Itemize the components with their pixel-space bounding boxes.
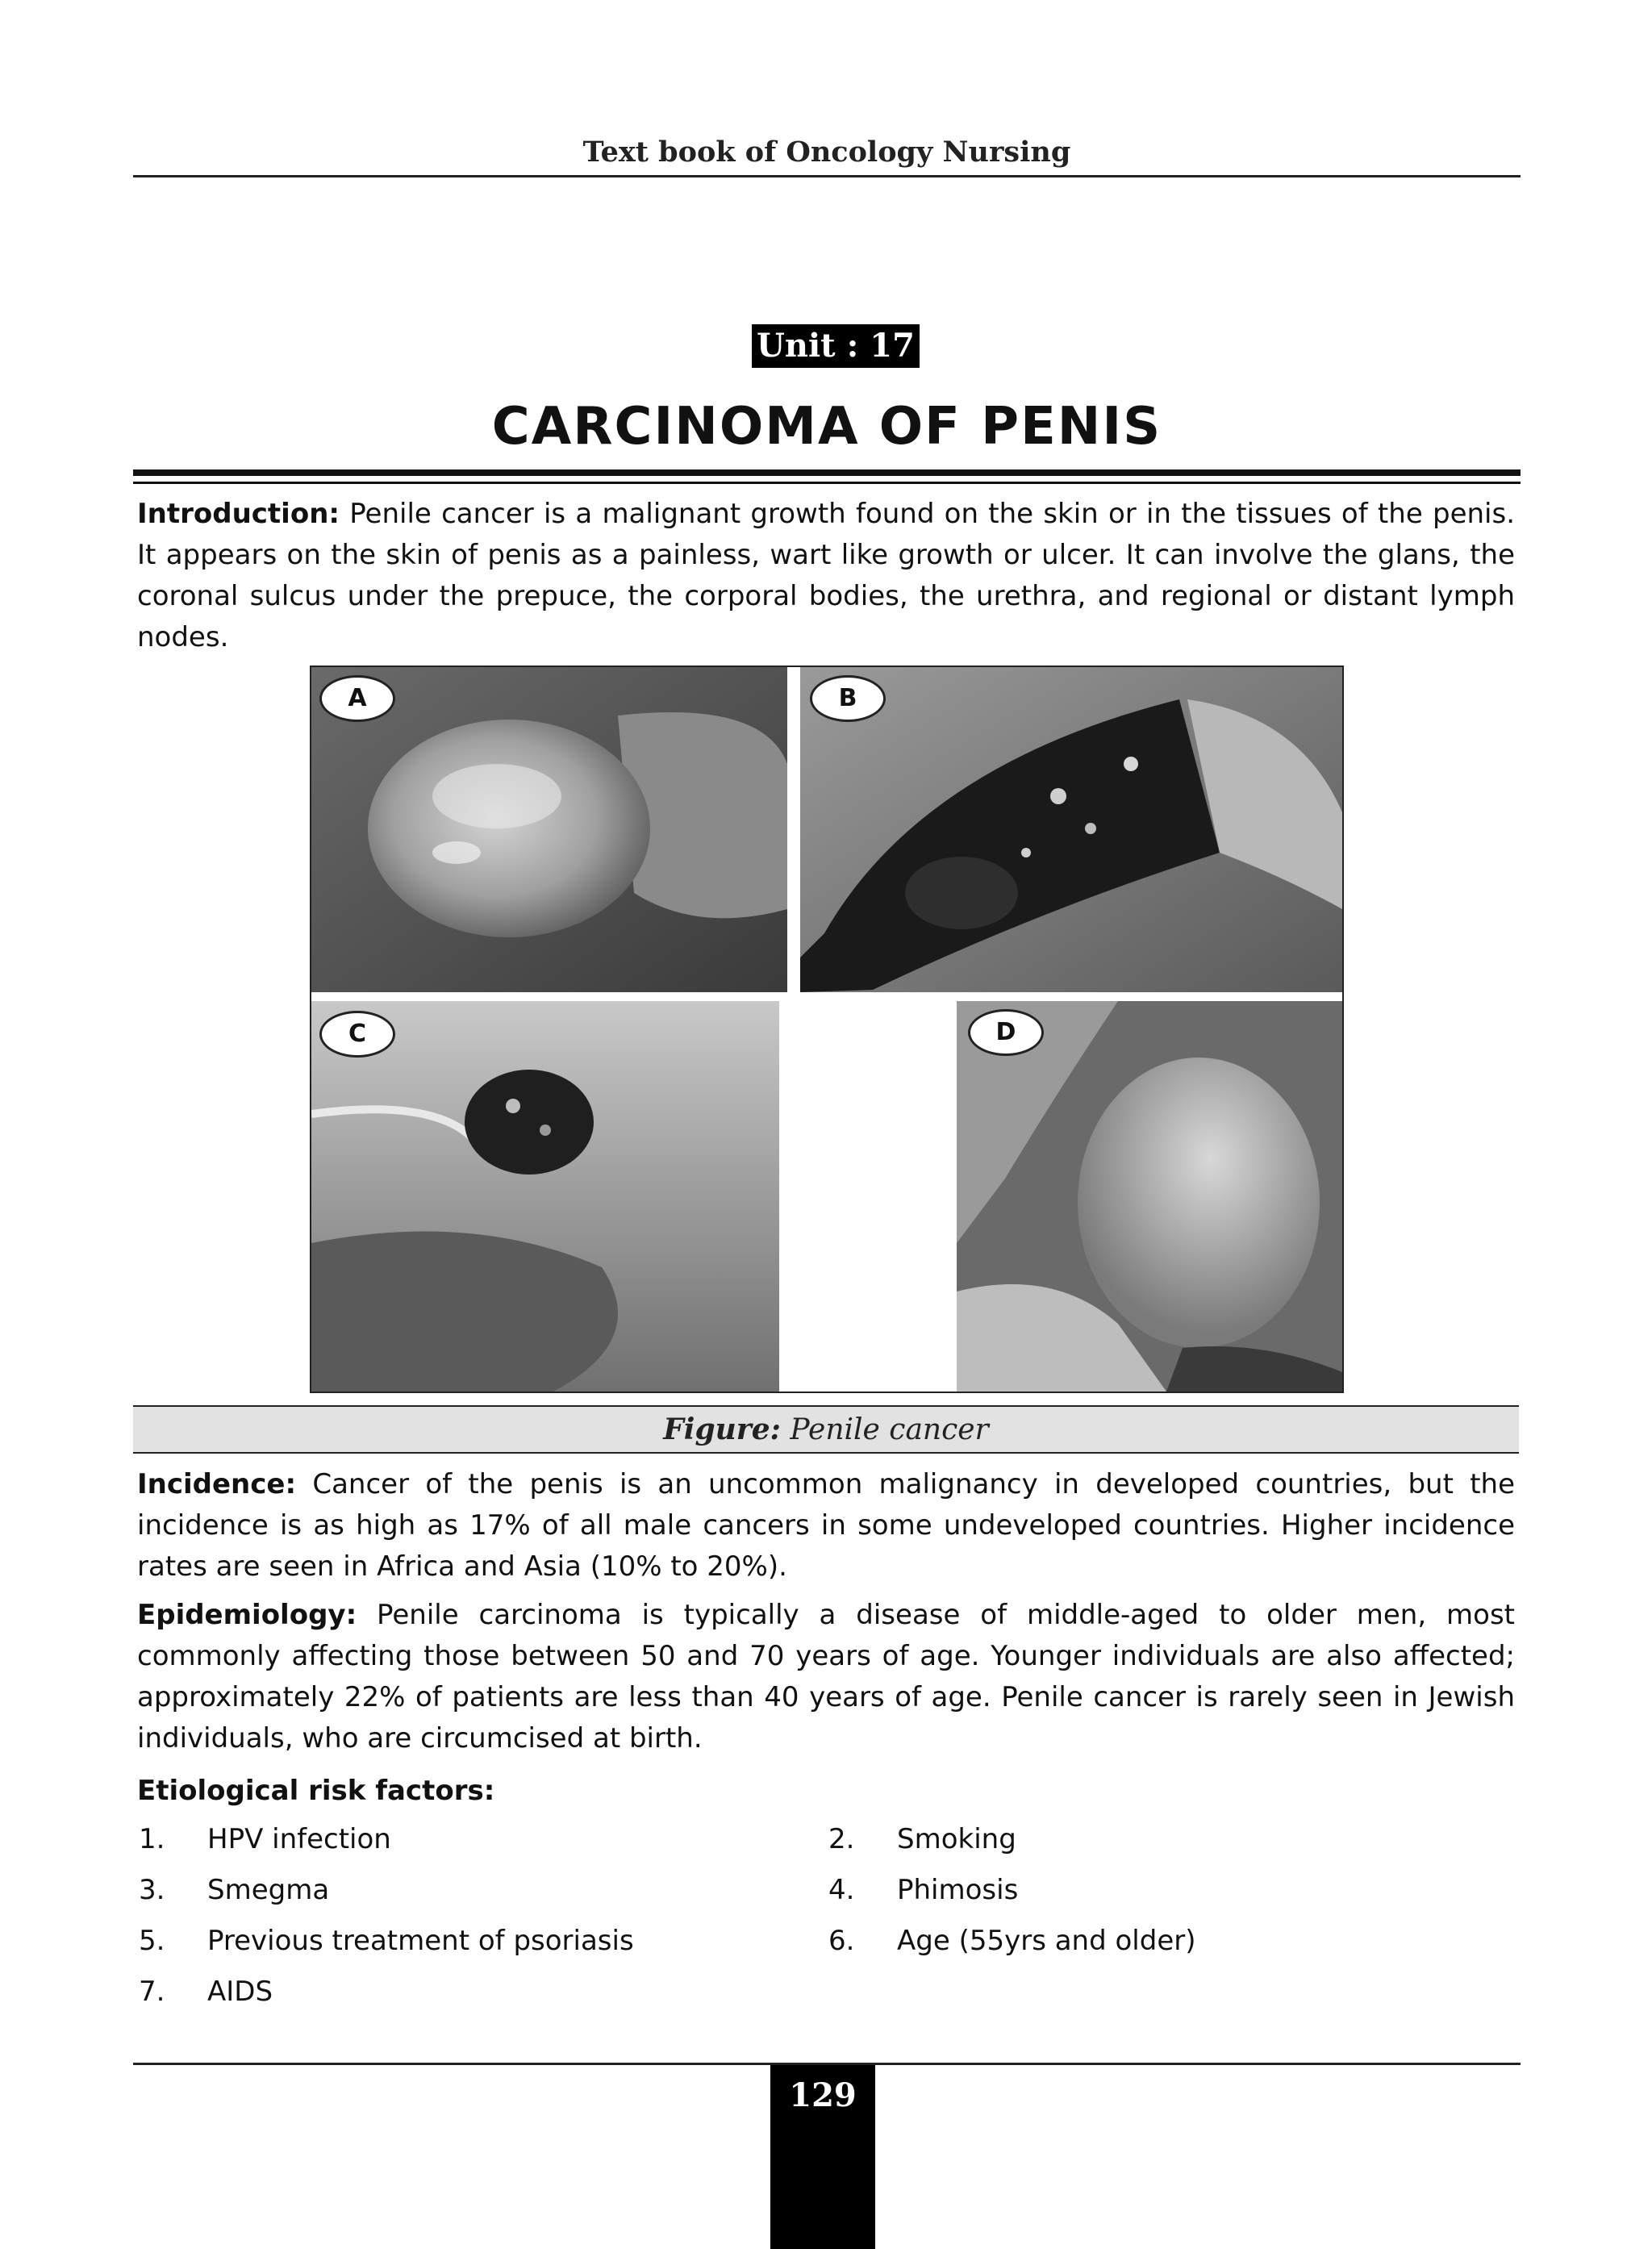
title-rule	[133, 469, 1521, 476]
chapter-title: CARCINOMA OF PENIS	[491, 397, 1162, 457]
caption-label: Figure:	[663, 1412, 781, 1446]
list-item-number: 2.	[828, 1823, 855, 1855]
page-number: 129	[770, 2065, 875, 2249]
list-item-text: HPV infection	[207, 1823, 391, 1855]
epidemiology-text: Penile carcinoma is typically a disease of middle-aged to older men, most commonly affecting those between 50 and 70 years of age. Younger individuals are also affected; approximately 22% of patients are less than 40 years of age. Penile cancer is rarely seen in Jewish individuals, who are circumcised at birth.	[137, 1599, 1515, 1755]
list-item-number: 3.	[139, 1874, 165, 1906]
introduction-paragraph	[137, 494, 1515, 658]
figure-gap	[807, 1001, 957, 1392]
list-item-text: AIDS	[207, 1976, 273, 2008]
figure-caption	[133, 1405, 1519, 1454]
introduction-label: Introduction:	[137, 498, 340, 530]
list-item-text: Age (55yrs and older)	[897, 1925, 1196, 1957]
figure-panel-a-image	[311, 667, 787, 992]
list-item-number: 6.	[828, 1925, 855, 1957]
epidemiology-paragraph	[137, 1595, 1515, 1759]
figure-panel-d-image	[957, 1001, 1342, 1392]
running-header: Text book of Oncology Nursing	[582, 136, 1071, 169]
incidence-label: Incidence:	[137, 1468, 297, 1500]
unit-badge: Unit : 17	[752, 324, 920, 368]
header-rule	[133, 175, 1521, 177]
epidemiology-label: Epidemiology:	[137, 1599, 357, 1631]
incidence-text: Cancer of the penis is an uncommon malignancy in developed countries, but the incidence is as high as 17% of all male cancers in some undeveloped countries. Higher incidence rates are seen in Africa and Asia (10% to 20%).	[137, 1468, 1515, 1583]
list-item-text: Phimosis	[897, 1874, 1019, 1906]
title-rule-thin	[133, 482, 1521, 484]
caption-text: Penile cancer	[780, 1413, 989, 1446]
list-item-number: 5.	[139, 1925, 165, 1957]
list-item-number: 4.	[828, 1874, 855, 1906]
panel-label-a: A	[319, 675, 395, 722]
list-item-text: Previous treatment of psoriasis	[207, 1925, 634, 1957]
incidence-paragraph	[137, 1464, 1515, 1588]
list-item-text: Smoking	[897, 1823, 1016, 1855]
list-item-text: Smegma	[207, 1874, 330, 1906]
figure-penile-cancer	[310, 666, 1344, 1393]
figure-panel-c-image	[311, 1001, 807, 1392]
panel-label-d: D	[968, 1009, 1044, 1056]
introduction-text: Penile cancer is a malignant growth found on the skin or in the tissues of the penis. It appears on the skin of penis as a painless, wart like growth or ulcer. It can involve the glans, the coronal sulcus under the prepuce, the corporal bodies, the urethra, and regional or distant lymph nodes.	[137, 498, 1515, 653]
figure-panel-b-image	[800, 667, 1342, 992]
risk-factors-heading: Etiological risk factors:	[137, 1775, 495, 1807]
panel-label-c: C	[319, 1011, 395, 1058]
list-item-number: 7.	[139, 1976, 165, 2008]
list-item-number: 1.	[139, 1823, 165, 1855]
panel-label-b: B	[810, 675, 886, 722]
